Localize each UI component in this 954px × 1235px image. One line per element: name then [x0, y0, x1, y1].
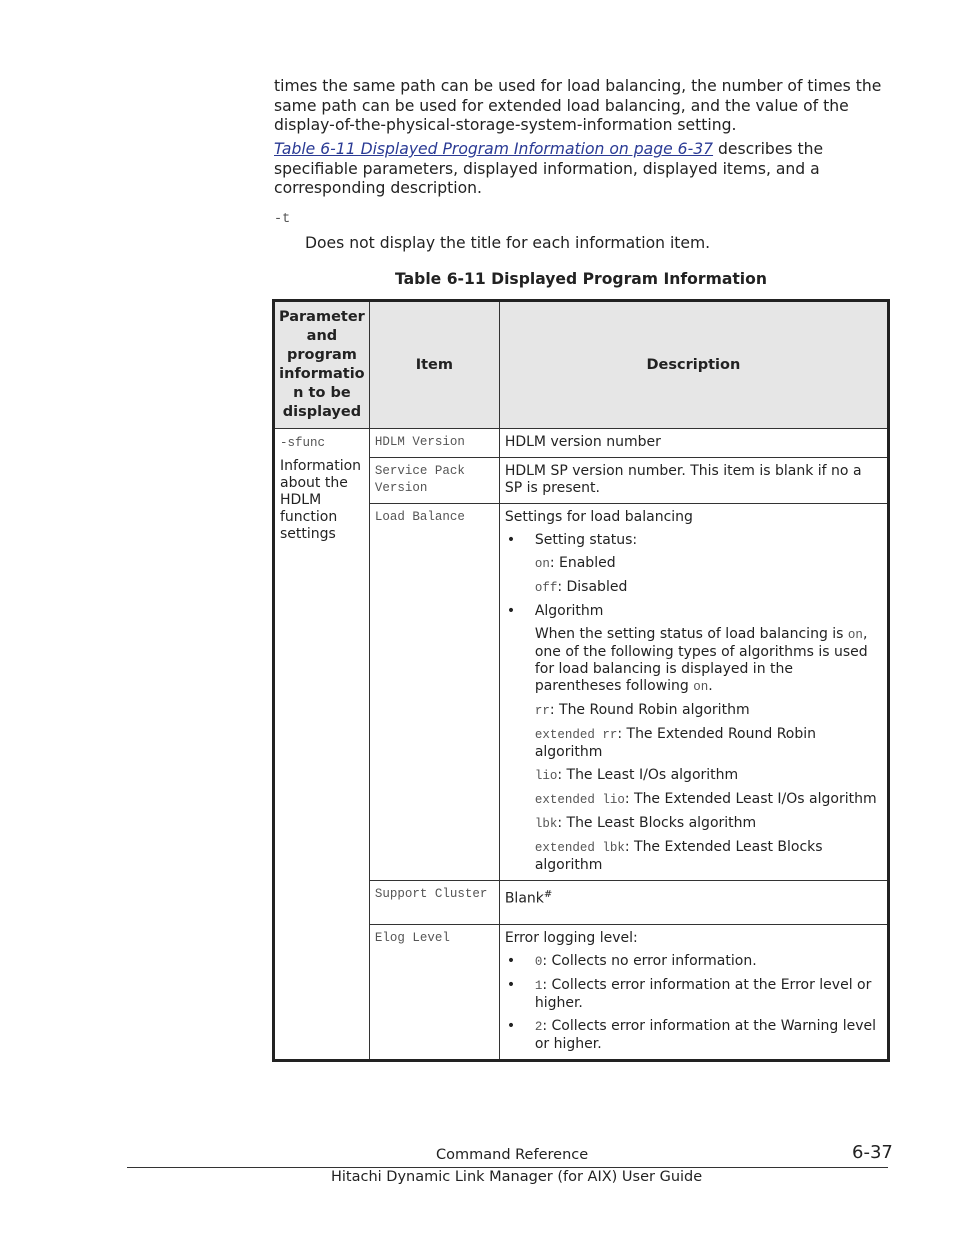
algo-extended-rr: extended rr: The Extended Round Robin algorithm [534, 726, 817, 760]
table-header-row [274, 301, 889, 429]
intro-paragraph: times the same path can be used for load balancing, the number of times the same path can be used for extended load balancing, and the value of the display-of-the-physical-storage-system-information setting. [274, 77, 882, 135]
xref-paragraph [274, 140, 886, 199]
item-cell: Elog Level [369, 925, 499, 1061]
elog-intro: Error logging level: [504, 930, 638, 946]
param-name: -sfunc [280, 436, 326, 450]
param-cell [274, 429, 370, 1061]
algo-extended-lio: extended lio: The Extended Least I/Os algorithm [534, 791, 877, 807]
displayed-program-information-table [272, 299, 890, 1062]
option-name: -t [274, 212, 291, 227]
algo-rr: rr: The Round Robin algorithm [534, 702, 750, 718]
footer-section-title: Command Reference [436, 1147, 589, 1163]
item-cell: Service Pack Version [369, 458, 499, 504]
header-item: Item [369, 301, 499, 429]
item-cell: Load Balance [369, 504, 499, 881]
setting-off: off: Disabled [534, 579, 628, 595]
footer-divider [127, 1167, 888, 1168]
header-parameter: Parameter and program informatio n to be displayed [274, 301, 370, 429]
description-cell: Blank# [499, 881, 888, 925]
bullet-setting-status: • Setting status: [505, 532, 882, 549]
elog-level-1: • 1: Collects error information at the Error level or higher. [505, 977, 882, 1012]
param-description: Information about the HDLM function settings [280, 458, 362, 542]
description-cell [499, 504, 888, 881]
footer-book-title: Hitachi Dynamic Link Manager (for AIX) User Guide [331, 1169, 703, 1185]
algo-lio: lio: The Least I/Os algorithm [534, 767, 739, 783]
table-cross-reference-link[interactable]: Table 6-11 Displayed Program Information on page 6-37 [274, 140, 714, 158]
item-cell: Support Cluster [369, 881, 499, 925]
bullet-algorithm: • Algorithm [505, 603, 882, 620]
setting-on: on: Enabled [534, 555, 616, 571]
description-cell: HDLM SP version number. This item is blank if no a SP is present. [499, 458, 888, 504]
algo-lbk: lbk: The Least Blocks algorithm [534, 815, 757, 831]
algorithm-explanation: When the setting status of load balancing is on, one of the following types of algorithms is used for load balancing is displayed in the parentheses following on. [534, 626, 868, 694]
item-cell: HDLM Version [369, 429, 499, 458]
page-number: 6-37 [852, 1142, 893, 1163]
option-description: Does not display the title for each information item. [305, 234, 711, 252]
algo-extended-lbk: extended lbk: The Extended Least Blocks algorithm [534, 839, 823, 873]
header-description: Description [499, 301, 888, 429]
table-row [274, 429, 889, 458]
description-cell: HDLM version number [499, 429, 888, 458]
elog-level-0: • 0: Collects no error information. [505, 953, 882, 971]
table-caption: Table 6-11 Displayed Program Information [395, 270, 767, 288]
load-balance-intro: Settings for load balancing [504, 509, 693, 525]
description-cell [499, 925, 888, 1061]
xref-paragraph-text: describes the specifiable parameters, displayed information, displayed items, and a corresponding description. [274, 140, 824, 198]
elog-level-2: • 2: Collects error information at the Warning level or higher. [505, 1018, 882, 1053]
